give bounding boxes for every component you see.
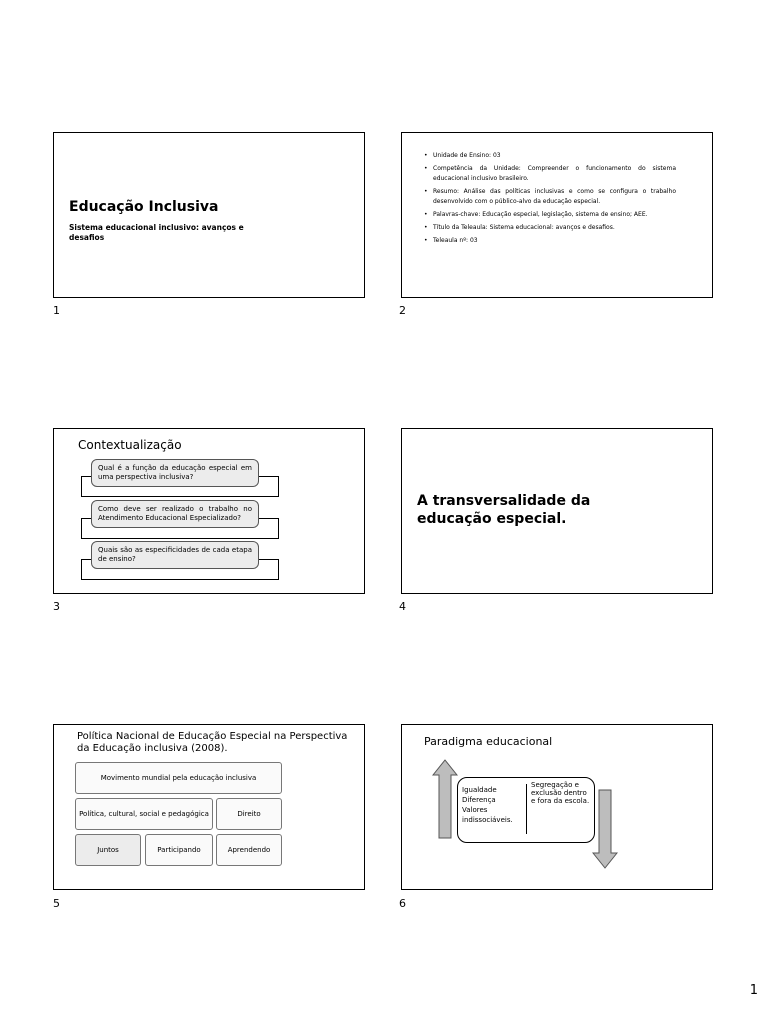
box-bottom: Aprendendo [216, 834, 282, 866]
divider [526, 784, 527, 834]
list-item: Igualdade [462, 786, 497, 794]
slide-title: Contextualização [78, 438, 182, 452]
slide-number: 3 [53, 600, 60, 613]
slide-number: 2 [399, 304, 406, 317]
slide-number: 1 [53, 304, 60, 317]
list-item: indissociáveis. [462, 816, 513, 824]
slide-number: 6 [399, 897, 406, 910]
box-bottom: Participando [145, 834, 213, 866]
right-text: Segregação e exclusão dentro e fora da escola. [531, 781, 590, 805]
slide-1 [53, 132, 365, 298]
box-middle-left: Política, cultural, social e pedagógica [75, 798, 213, 830]
bullet-list [424, 151, 676, 249]
list-item: • Teleaula nº: 03 [424, 236, 676, 246]
list-item: • Competência da Unidade: Compreender o funcionamento do sistema educacional inclusivo brasileiro. [424, 164, 676, 184]
slide-number: 4 [399, 600, 406, 613]
arrow-down-icon [592, 789, 618, 869]
slide-title: Paradigma educacional [424, 735, 553, 748]
list-item: • Resumo: Análise das políticas inclusivas e como se configura o trabalho desenvolvido com o público-alvo da educação especial. [424, 187, 676, 207]
question-box: Quais são as especificidades de cada etapa de ensino? [91, 541, 259, 569]
box-middle-right: Direito [216, 798, 282, 830]
left-items [462, 785, 513, 825]
arrow-up-icon [432, 759, 458, 839]
list-item: • Unidade de Ensino: 03 [424, 151, 676, 161]
slide-3 [53, 428, 365, 594]
question-box: Qual é a função da educação especial em uma perspectiva inclusiva? [91, 459, 259, 487]
list-item: Diferença [462, 796, 496, 804]
slide-6 [401, 724, 713, 890]
list-item: Valores [462, 806, 488, 814]
list-item: • Palavras-chave: Educação especial, legislação, sistema de ensino; AEE. [424, 210, 676, 220]
box-top: Movimento mundial pela educação inclusiva [75, 762, 282, 794]
slide-title: A transversalidade da educação especial. [417, 493, 591, 527]
slide-title: Política Nacional de Educação Especial na Perspectiva da Educação inclusiva (2008). [77, 731, 348, 754]
box-bottom: Juntos [75, 834, 141, 866]
slide-4 [401, 428, 713, 594]
list-item: • Título da Teleaula: Sistema educacional: avanços e desafios. [424, 223, 676, 233]
question-box: Como deve ser realizado o trabalho no Atendimento Educacional Especializado? [91, 500, 259, 528]
page-number: 1 [749, 983, 758, 998]
slide-5 [53, 724, 365, 890]
slide-subtitle: Sistema educacional inclusivo: avanços e desafios [69, 223, 244, 242]
slide-number: 5 [53, 897, 60, 910]
slide-2 [401, 132, 713, 298]
slide-title: Educação Inclusiva [69, 199, 219, 215]
